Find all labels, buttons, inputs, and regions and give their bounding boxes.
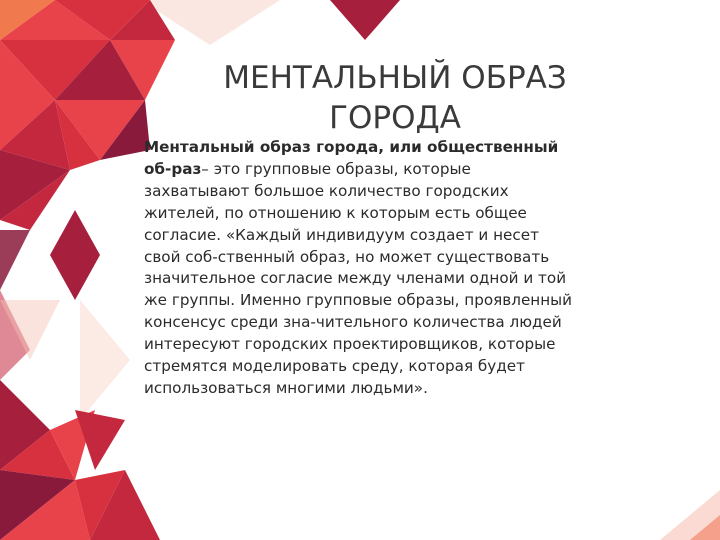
slide-title-line: ГОРОДА — [329, 100, 461, 136]
paragraph-line-bold: об-раз — [144, 159, 202, 178]
paragraph-line-text: согласие. «Каждый индивидуум создает и несет — [144, 225, 539, 244]
paragraph-line-text: использоваться многими людьми». — [144, 378, 428, 397]
paragraph-line — [144, 312, 664, 334]
paragraph-line-text: захватывают большое количество городских — [144, 181, 509, 200]
paragraph-line — [144, 268, 664, 290]
paragraph-line — [144, 181, 664, 203]
slide-title — [180, 58, 610, 138]
paragraph-line-text: интересуют городских проектировщиков, которые — [144, 335, 556, 354]
paragraph-line-text: жителей, по отношению к которым есть общее — [144, 203, 527, 222]
paragraph-line-text: же группы. Именно групповые образы, проявленный — [144, 291, 573, 310]
paragraph-line — [144, 290, 664, 312]
paragraph-line — [144, 356, 664, 378]
decor-triangle — [0, 230, 30, 290]
decor-triangle — [330, 0, 400, 40]
paragraph-line — [144, 203, 664, 225]
paragraph-line — [144, 334, 664, 356]
paragraph-line — [144, 225, 664, 247]
paragraph-line-text: консенсус среди зна-чительного количества людей — [144, 313, 562, 332]
paragraph-line-text: свой соб-ственный образ, но может существовать — [144, 247, 550, 266]
slide-title-line: МЕНТАЛЬНЫЙ ОБРАЗ — [223, 60, 567, 96]
paragraph-line — [144, 247, 664, 269]
paragraph-line-text: – это групповые образы, которые — [201, 159, 471, 178]
paragraph-line — [144, 378, 664, 400]
decor-triangle — [80, 300, 130, 420]
paragraph-line — [144, 159, 664, 181]
paragraph-line-text: стремятся моделировать среду, которая будет — [144, 357, 525, 376]
paragraph-line — [144, 137, 664, 159]
paragraph-line-text: значительное согласие между членами одной и той — [144, 269, 567, 288]
paragraph-line-bold: Ментальный образ города, или общественный — [144, 138, 559, 156]
slide-paragraph — [144, 137, 664, 400]
decor-diamond — [50, 210, 100, 300]
